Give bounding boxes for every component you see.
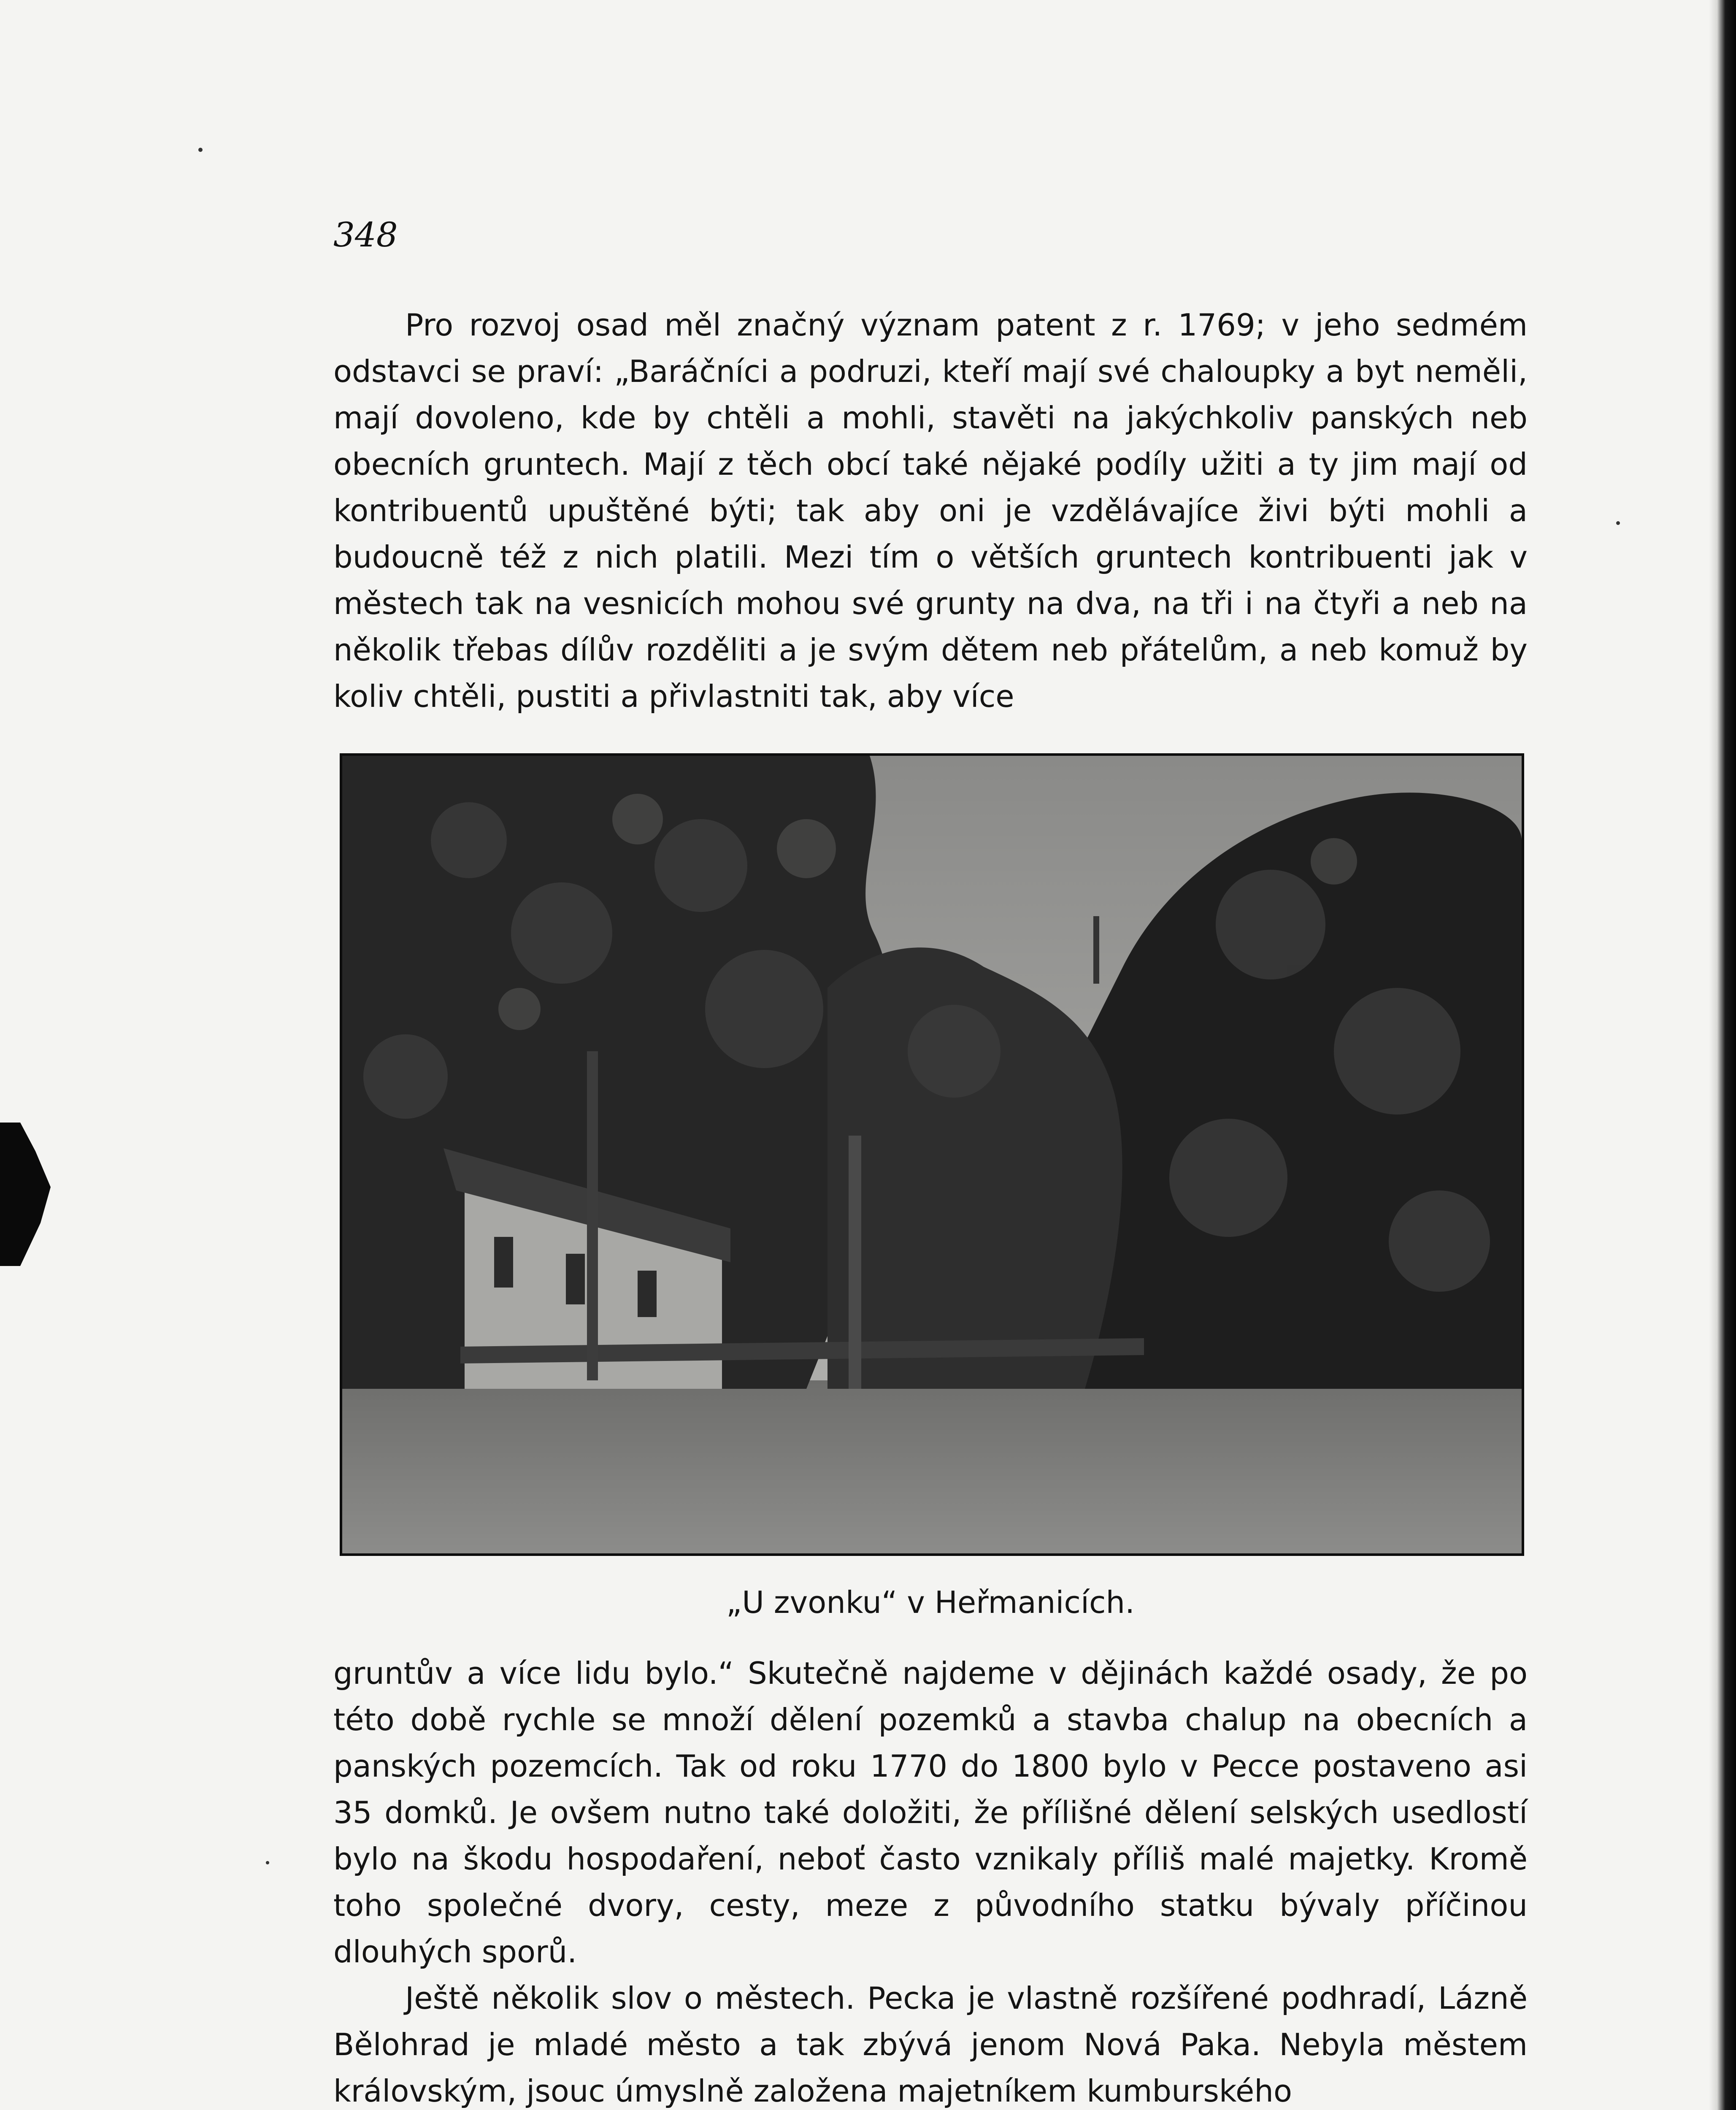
photograph-u-zvonku: [340, 753, 1524, 1556]
window: [566, 1254, 585, 1304]
photo-caption: „U zvonku“ v Heřmanicích.: [726, 1585, 1135, 1620]
window: [494, 1237, 513, 1288]
paragraph: Pro rozvoj osad měl značný význam patent z r. 1769; v jeho sedmém odstavci se praví: „Baráčníci a podruzi, kteří mají své chaloupky a byt neměli, mají dovoleno, kde by chtěli a mohli, stavěti na jakýchkoliv panských neb obecních gruntech. Mají z těch obcí také nějaké podíly užiti a ty jim mají od kontribuentů upuštěné býti; tak aby oni je vzdělávajíce živi býti mohli a budoucně též z nich platili. Mezi tím o větších gruntech kontribuenti jak v městech tak na vesnicích mohou své grunty na dva, na tři i na čtyři a neb na několik třebas dílův rozděliti a je svým dětem neb přátelům, a neb komuž by koliv chtěli, pustiti a přivlastniti tak, aby více: [333, 307, 1528, 714]
meadow: [342, 1380, 1522, 1553]
paper-speck: [198, 148, 203, 152]
photo-illustration: [342, 756, 1522, 1553]
window: [638, 1271, 657, 1317]
tree-trunk: [849, 1136, 861, 1389]
paper-speck: [1616, 521, 1620, 525]
paper-speck: [266, 1861, 269, 1864]
page-number: 348: [333, 215, 398, 254]
text-block-top: [333, 302, 1528, 720]
paragraph: Ještě několik slov o městech. Pecka je vlastně rozšířené podhradí, Lázně Bělohrad je mladé město a tak zbývá jenom Nová Paka. Nebyla městem královským, jsouc úmyslně založena majetníkem kumburského: [333, 1980, 1528, 2109]
text-block-bottom: [333, 1650, 1528, 2110]
tree-trunk: [587, 1051, 598, 1380]
paragraph: gruntův a více lidu bylo.“ Skutečně najdeme v dějinách každé osady, že po této době rychle se množí dělení pozemků a stavba chalup na obecních a panských pozemcích. Tak od roku 1770 do 1800 bylo v Pecce postaveno asi 35 domků. Je ovšem nutno také doložiti, že přílišné dělení selských usedlostí bylo na škodu hospodaření, neboť často vznikaly příliš malé majetky. Kromě toho společné dvory, cesty, meze z původního statku bývaly příčinou dlouhých sporů.: [333, 1656, 1528, 1969]
page-binding-edge: [1709, 0, 1736, 2110]
bell-post: [1093, 916, 1099, 984]
